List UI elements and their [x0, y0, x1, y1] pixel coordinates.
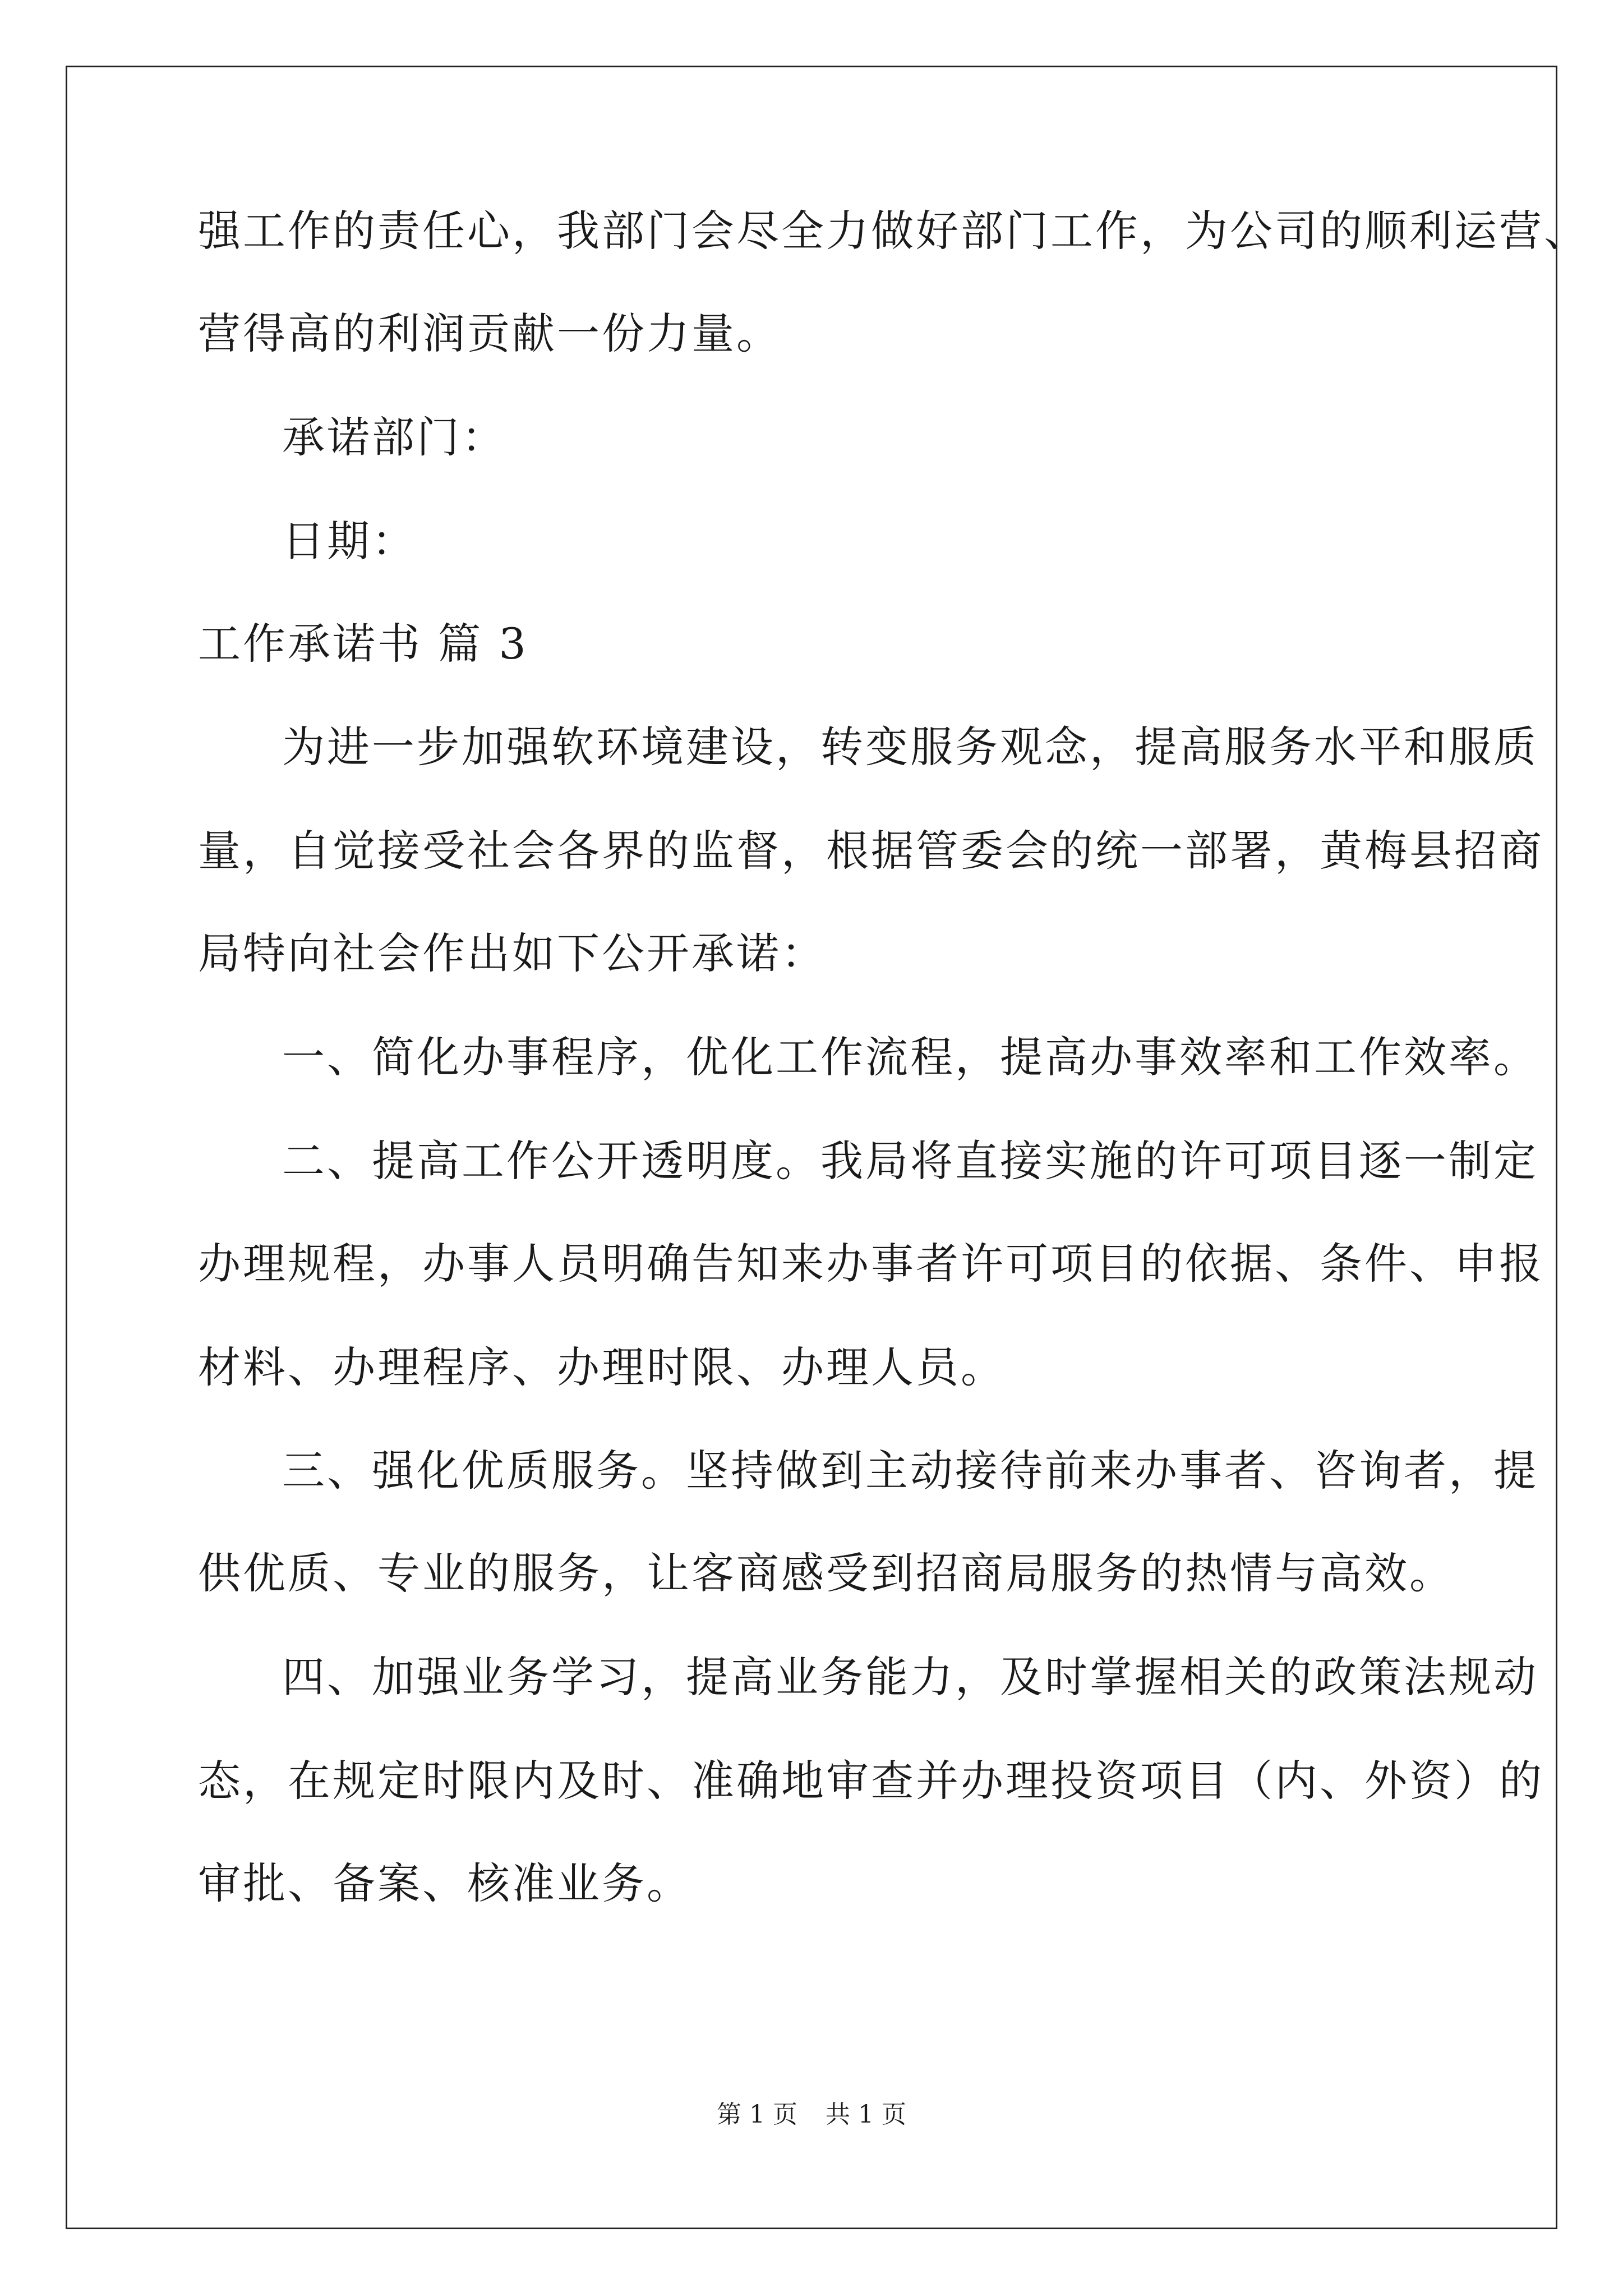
commitment-item-2: 二、提高工作公开透明度。我局将直接实施的许可项目逐一制定 [282, 1136, 1538, 1186]
body-line: 办理规程，办事人员明确告知来办事者许可项目的依据、条件、申报 [198, 1239, 1544, 1289]
page-number: 第 1 页 [717, 2100, 797, 2129]
signature-department: 承诺部门： [282, 412, 506, 462]
body-line: 供优质、专业的服务，让客商感受到招商局服务的热情与高效。 [198, 1548, 1454, 1598]
commitment-item-3: 三、强化优质服务。坚持做到主动接待前来办事者、咨询者，提 [282, 1446, 1538, 1496]
body-line: 为进一步加强软环境建设，转变服务观念，提高服务水平和服质 [282, 722, 1538, 772]
signature-date: 日期： [282, 516, 417, 566]
body-line: 审批、备案、核准业务。 [198, 1858, 691, 1908]
commitment-item-4: 四、加强业务学习，提高业务能力，及时掌握相关的政策法规动 [282, 1652, 1538, 1702]
body-line: 材料、办理程序、办理时限、办理人员。 [198, 1342, 1006, 1392]
page-total: 共 1 页 [826, 2100, 906, 2129]
body-line: 强工作的责任心，我部门会尽全力做好部门工作，为公司的顺利运营、 [198, 206, 1589, 256]
body-line: 量，自觉接受社会各界的监督，根据管委会的统一部署，黄梅县招商 [198, 826, 1544, 876]
body-line: 态，在规定时限内及时、准确地审查并办理投资项目（内、外资）的 [198, 1756, 1544, 1806]
page-footer [0, 2098, 1623, 2132]
body-line: 营得高的利润贡献一份力量。 [198, 309, 781, 358]
commitment-item-1: 一、简化办事程序，优化工作流程，提高办事效率和工作效率。 [282, 1032, 1538, 1082]
body-line: 局特向社会作出如下公开承诺： [198, 928, 826, 978]
section-heading: 工作承诺书 篇 3 [198, 619, 528, 669]
